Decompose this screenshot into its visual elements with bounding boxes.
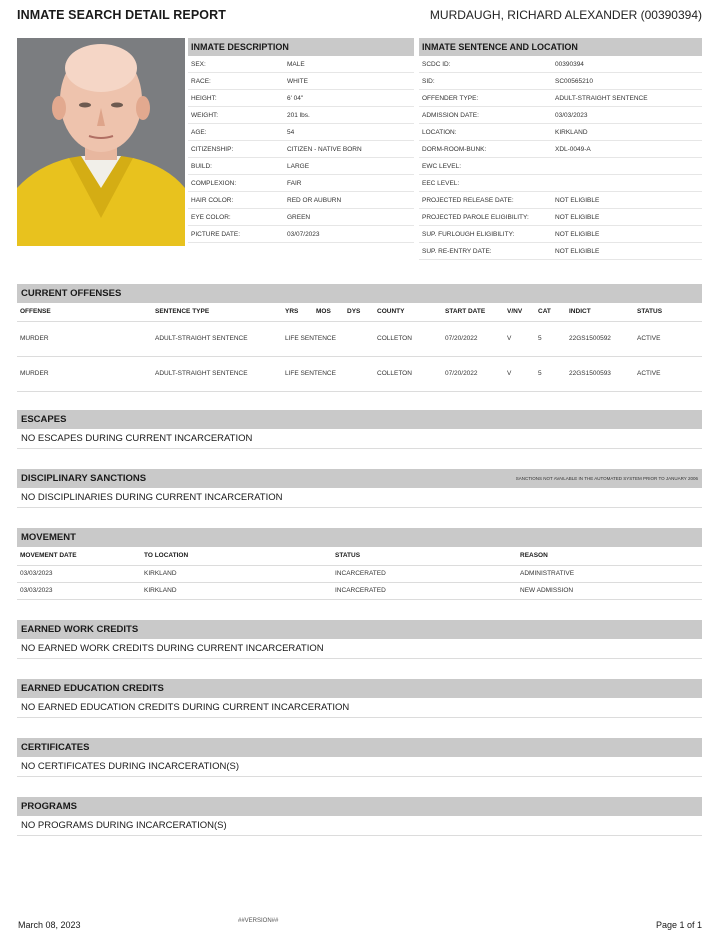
description-row	[188, 107, 414, 124]
sentence-row	[419, 192, 702, 209]
description-row	[188, 141, 414, 158]
description-label: EYE COLOR:	[191, 213, 231, 221]
table-cell: LIFE SENTENCE	[282, 356, 374, 391]
table-cell: 03/03/2023	[17, 582, 141, 599]
column-header: MOS	[313, 303, 344, 321]
table-cell: ACTIVE	[634, 321, 702, 356]
movement-section	[17, 528, 702, 600]
escapes-title: ESCAPES	[21, 414, 67, 425]
report-date: March 08, 2023	[18, 920, 81, 930]
sentence-label: LOCATION:	[422, 128, 457, 136]
description-label: AGE:	[191, 128, 207, 136]
sentence-label: OFFENDER TYPE:	[422, 94, 479, 102]
table-cell: 03/03/2023	[17, 565, 141, 582]
work-credits-section	[17, 620, 702, 659]
section-header	[17, 528, 702, 547]
sentence-row	[419, 107, 702, 124]
disciplinary-message: NO DISCIPLINARIES DURING CURRENT INCARCERATION	[17, 488, 702, 508]
table-cell: COLLETON	[374, 321, 442, 356]
sentence-value: KIRKLAND	[555, 128, 588, 136]
table-cell: 22GS1500592	[566, 321, 634, 356]
column-header: CAT	[535, 303, 566, 321]
sentence-row	[419, 90, 702, 107]
table-header-row	[17, 547, 702, 565]
programs-title: PROGRAMS	[21, 801, 77, 812]
movement-table	[17, 547, 702, 600]
sentence-location-title: INMATE SENTENCE AND LOCATION	[419, 38, 702, 56]
table-row	[17, 356, 702, 391]
inmate-sentence-location	[419, 38, 702, 260]
education-credits-message: NO EARNED EDUCATION CREDITS DURING CURRENT INCARCERATION	[17, 698, 702, 718]
disciplinary-note: SANCTIONS NOT AVAILABLE IN THE AUTOMATED SYSTEM PRIOR TO JANUARY 2006	[515, 476, 698, 481]
section-header	[17, 620, 702, 639]
description-row	[188, 124, 414, 141]
table-cell: ACTIVE	[634, 356, 702, 391]
certificates-section	[17, 738, 702, 777]
description-value: LARGE	[287, 162, 310, 170]
description-label: HAIR COLOR:	[191, 196, 234, 204]
inmate-summary	[17, 38, 702, 266]
sentence-label: SUP. RE-ENTRY DATE:	[422, 247, 492, 255]
description-row	[188, 175, 414, 192]
sentence-row	[419, 158, 702, 175]
current-offenses-title: CURRENT OFFENSES	[21, 288, 122, 299]
sentence-row	[419, 56, 702, 73]
description-value: 6' 04"	[287, 94, 304, 102]
certificates-title: CERTIFICATES	[21, 742, 90, 753]
section-header	[17, 469, 702, 488]
report-title: INMATE SEARCH DETAIL REPORT	[17, 8, 226, 22]
programs-message: NO PROGRAMS DURING INCARCERATION(S)	[17, 816, 702, 836]
column-header: DYS	[344, 303, 374, 321]
table-cell: V	[504, 356, 535, 391]
description-value: 201 lbs.	[287, 111, 310, 119]
description-label: BUILD:	[191, 162, 212, 170]
description-value: MALE	[287, 60, 305, 68]
column-header: YRS	[282, 303, 313, 321]
description-value: 03/07/2023	[287, 230, 320, 238]
sentence-row	[419, 243, 702, 260]
escapes-message: NO ESCAPES DURING CURRENT INCARCERATION	[17, 429, 702, 449]
sentence-row	[419, 226, 702, 243]
table-cell: LIFE SENTENCE	[282, 321, 374, 356]
sentence-value: NOT ELIGIBLE	[555, 196, 600, 204]
table-row	[17, 565, 702, 582]
table-cell: 22GS1500593	[566, 356, 634, 391]
section-header	[17, 797, 702, 816]
description-row	[188, 209, 414, 226]
table-cell: 07/20/2022	[442, 321, 504, 356]
table-cell: ADULT-STRAIGHT SENTENCE	[152, 321, 282, 356]
column-header: MOVEMENT DATE	[17, 547, 141, 565]
description-value: WHITE	[287, 77, 308, 85]
disciplinary-section	[17, 469, 702, 508]
table-cell: ADULT-STRAIGHT SENTENCE	[152, 356, 282, 391]
column-header: OFFENSE	[17, 303, 152, 321]
sentence-label: EWC LEVEL:	[422, 162, 462, 170]
description-value: 54	[287, 128, 295, 136]
description-row	[188, 226, 414, 243]
column-header: COUNTY	[374, 303, 442, 321]
page-footer	[18, 918, 702, 932]
sentence-row	[419, 73, 702, 90]
table-row	[17, 321, 702, 356]
inmate-description	[188, 38, 414, 243]
table-cell: 5	[535, 321, 566, 356]
column-header: INDICT	[566, 303, 634, 321]
column-header: REASON	[517, 547, 702, 565]
inmate-name: MURDAUGH, RICHARD ALEXANDER (00390394)	[429, 8, 702, 22]
education-credits-title: EARNED EDUCATION CREDITS	[21, 683, 164, 694]
inmate-description-title: INMATE DESCRIPTION	[188, 38, 414, 56]
table-row	[17, 582, 702, 599]
sentence-value: 00390394	[555, 60, 584, 68]
sentence-value: ADULT-STRAIGHT SENTENCE	[555, 94, 648, 102]
table-cell: COLLETON	[374, 356, 442, 391]
description-label: RACE:	[191, 77, 211, 85]
page-number: Page 1 of 1	[655, 920, 702, 930]
sentence-value: NOT ELIGIBLE	[555, 230, 600, 238]
table-cell: 5	[535, 356, 566, 391]
sentence-label: DORM-ROOM-BUNK:	[422, 145, 487, 153]
sentence-row	[419, 124, 702, 141]
certificates-message: NO CERTIFICATES DURING INCARCERATION(S)	[17, 757, 702, 777]
movement-title: MOVEMENT	[21, 532, 76, 543]
offenses-table	[17, 303, 702, 392]
escapes-section	[17, 410, 702, 449]
column-header: STATUS	[634, 303, 702, 321]
section-header	[17, 284, 702, 303]
section-header	[17, 410, 702, 429]
description-row	[188, 158, 414, 175]
description-row	[188, 90, 414, 107]
sentence-label: SUP. FURLOUGH ELIGIBILITY:	[422, 230, 515, 238]
table-cell: MURDER	[17, 321, 152, 356]
column-header: STATUS	[332, 547, 517, 565]
sentence-label: SCDC ID:	[422, 60, 451, 68]
table-header-row	[17, 303, 702, 321]
education-credits-section	[17, 679, 702, 718]
description-value: RED OR AUBURN	[287, 196, 342, 204]
description-value: CITIZEN - NATIVE BORN	[287, 145, 362, 153]
table-cell: INCARCERATED	[332, 582, 517, 599]
description-label: WEIGHT:	[191, 111, 219, 119]
description-label: CITIZENSHIP:	[191, 145, 234, 153]
sentence-value: XDL-0049-A	[555, 145, 591, 153]
sentence-label: PROJECTED RELEASE DATE:	[422, 196, 514, 204]
sentence-label: ADMISSION DATE:	[422, 111, 479, 119]
sentence-label: EEC LEVEL:	[422, 179, 460, 187]
section-header	[17, 679, 702, 698]
table-cell: 07/20/2022	[442, 356, 504, 391]
description-label: HEIGHT:	[191, 94, 217, 102]
description-row	[188, 73, 414, 90]
description-row	[188, 192, 414, 209]
inmate-photo	[17, 38, 185, 246]
disciplinary-title: DISCIPLINARY SANCTIONS	[21, 473, 147, 484]
description-label: PICTURE DATE:	[191, 230, 240, 238]
report-header	[17, 6, 702, 24]
description-label: COMPLEXION:	[191, 179, 237, 187]
version-tag: ##VERSION##	[238, 918, 279, 924]
table-cell: MURDER	[17, 356, 152, 391]
sentence-value: NOT ELIGIBLE	[555, 213, 600, 221]
sentence-row	[419, 175, 702, 192]
sentence-value: NOT ELIGIBLE	[555, 247, 600, 255]
current-offenses-section	[17, 284, 702, 392]
table-cell: INCARCERATED	[332, 565, 517, 582]
section-header	[17, 738, 702, 757]
table-cell: KIRKLAND	[141, 565, 332, 582]
sentence-row	[419, 209, 702, 226]
description-label: SEX:	[191, 60, 206, 68]
description-value: GREEN	[287, 213, 311, 221]
work-credits-message: NO EARNED WORK CREDITS DURING CURRENT INCARCERATION	[17, 639, 702, 659]
work-credits-title: EARNED WORK CREDITS	[21, 624, 139, 635]
table-cell: KIRKLAND	[141, 582, 332, 599]
sentence-row	[419, 141, 702, 158]
sentence-label: PROJECTED PAROLE ELIGIBILITY:	[422, 213, 529, 221]
description-value: FAIR	[287, 179, 302, 187]
sentence-value: SC00565210	[555, 77, 593, 85]
programs-section	[17, 797, 702, 836]
table-cell: V	[504, 321, 535, 356]
column-header: TO LOCATION	[141, 547, 332, 565]
table-cell: NEW ADMISSION	[517, 582, 702, 599]
sentence-value: 03/03/2023	[555, 111, 588, 119]
sentence-label: SID:	[422, 77, 435, 85]
table-cell: ADMINISTRATIVE	[517, 565, 702, 582]
column-header: START DATE	[442, 303, 504, 321]
column-header: SENTENCE TYPE	[152, 303, 282, 321]
description-row	[188, 56, 414, 73]
column-header: V/NV	[504, 303, 535, 321]
